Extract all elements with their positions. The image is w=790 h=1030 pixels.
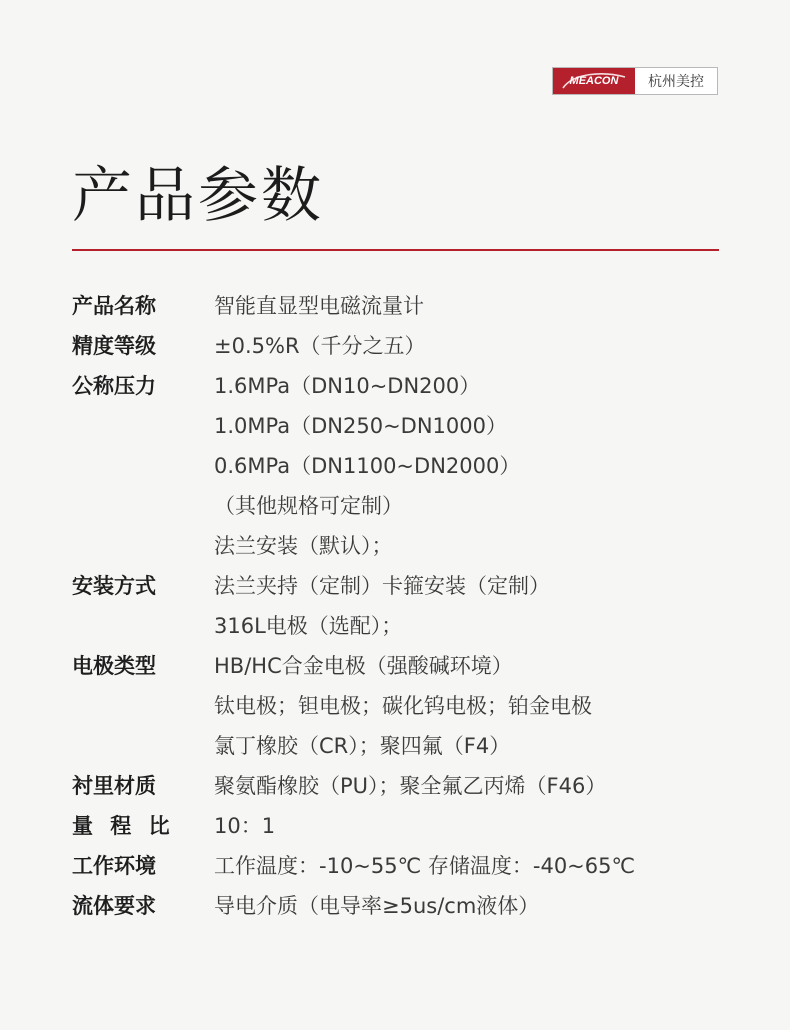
param-label: 电极类型 bbox=[72, 654, 156, 678]
param-value: 10：1 bbox=[214, 814, 276, 838]
param-value: ±0.5%R（千分之五） bbox=[214, 334, 426, 358]
param-values bbox=[214, 846, 732, 886]
param-label: 公称压力 bbox=[72, 374, 156, 398]
param-value: 聚氨酯橡胶（PU）；聚全氟乙丙烯（F46） bbox=[214, 774, 607, 798]
param-values bbox=[214, 286, 732, 326]
param-label: 精度等级 bbox=[72, 334, 156, 358]
param-row bbox=[72, 646, 732, 766]
param-row bbox=[72, 286, 732, 326]
param-value: 导电介质（电导率≥5us/cm液体） bbox=[214, 894, 540, 918]
param-values bbox=[214, 366, 732, 566]
param-row bbox=[72, 886, 732, 926]
param-values bbox=[214, 566, 732, 646]
param-label: 工作环境 bbox=[72, 854, 156, 878]
param-row bbox=[72, 326, 732, 366]
param-values bbox=[214, 326, 732, 366]
param-row bbox=[72, 846, 732, 886]
param-value: 智能直显型电磁流量计 bbox=[214, 294, 424, 318]
param-value: 0.6MPa（DN1100~DN2000） bbox=[214, 454, 521, 478]
logo-brand-text: MEACON bbox=[569, 75, 619, 87]
param-value: （其他规格可定制） bbox=[214, 494, 403, 518]
logo-company-name: 杭州美控 bbox=[648, 74, 704, 90]
param-values bbox=[214, 806, 732, 846]
page-title: 产品参数 bbox=[72, 161, 324, 231]
param-value: HB/HC合金电极（强酸碱环境） bbox=[214, 654, 513, 678]
param-row bbox=[72, 766, 732, 806]
param-values bbox=[214, 646, 732, 766]
company-logo bbox=[552, 67, 718, 95]
param-values bbox=[214, 766, 732, 806]
param-label: 衬里材质 bbox=[72, 774, 156, 798]
param-value: 钛电极；钽电极；碳化钨电极；铂金电极 bbox=[214, 694, 592, 718]
param-row bbox=[72, 366, 732, 566]
param-value: 工作温度：-10~55℃ 存储温度：-40~65℃ bbox=[214, 854, 636, 878]
title-divider bbox=[72, 249, 719, 251]
param-label: 流体要求 bbox=[72, 894, 156, 918]
param-row bbox=[72, 806, 732, 846]
logo-mark bbox=[553, 68, 635, 94]
param-value: 氯丁橡胶（CR）；聚四氟（F4） bbox=[214, 734, 511, 758]
param-label: 安装方式 bbox=[72, 574, 156, 598]
param-values bbox=[214, 886, 732, 926]
param-value: 1.6MPa（DN10~DN200） bbox=[214, 374, 481, 398]
param-label: 产品名称 bbox=[72, 294, 156, 318]
param-value: 1.0MPa（DN250~DN1000） bbox=[214, 414, 507, 438]
param-value: 法兰安装（默认）； bbox=[214, 534, 393, 558]
param-value: 316L电极（选配）； bbox=[214, 614, 403, 638]
param-label: 量 程 比 bbox=[72, 814, 175, 838]
parameter-table bbox=[72, 286, 732, 926]
param-row bbox=[72, 566, 732, 646]
param-value: 法兰夹持（定制）卡箍安装（定制） bbox=[214, 574, 550, 598]
